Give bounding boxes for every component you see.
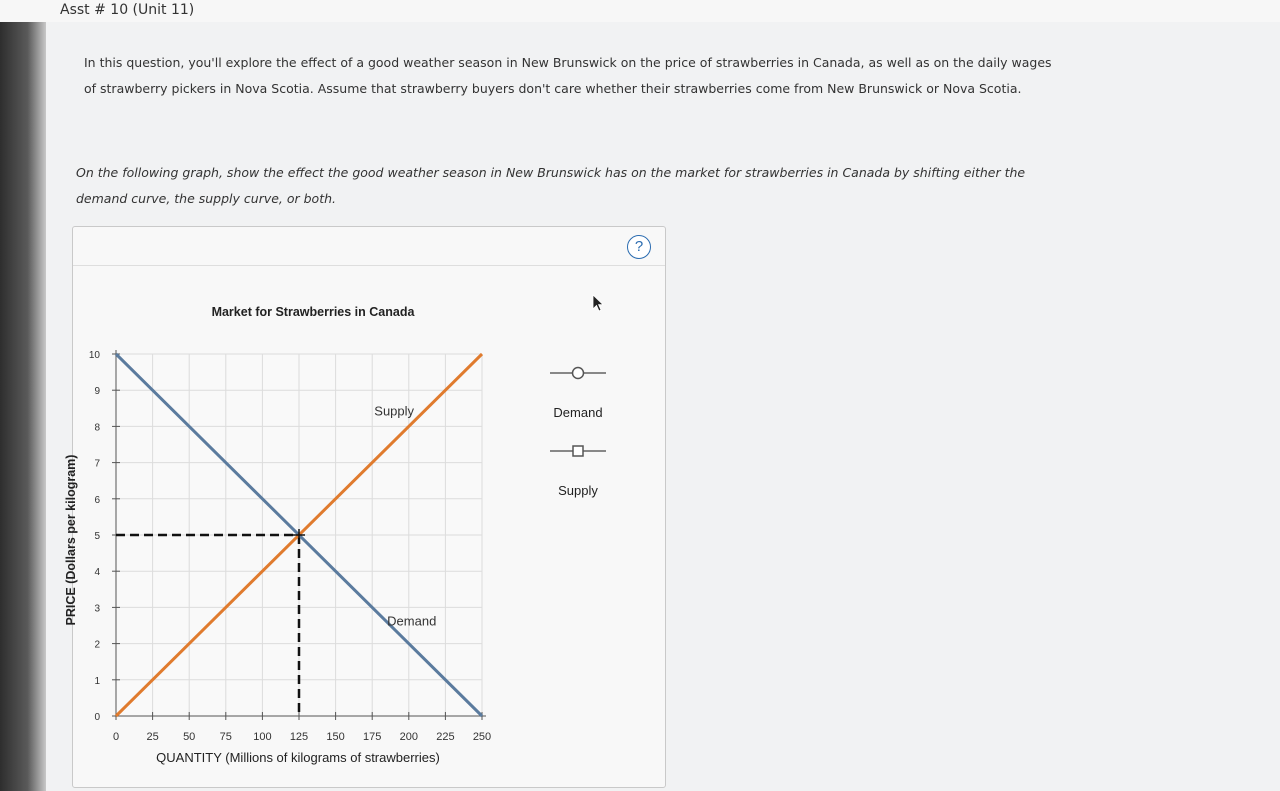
x-tick-label: 25 <box>146 731 159 743</box>
y-tick-label: 10 <box>88 350 100 361</box>
x-tick-label: 0 <box>112 731 120 743</box>
y-tick-label: 9 <box>94 386 100 398</box>
x-tick-label: 200 <box>399 731 418 743</box>
chart-title: Market for Strawberries in Canada <box>211 305 415 319</box>
y-tick-label: 4 <box>94 567 100 579</box>
x-tick-label: 225 <box>436 731 455 743</box>
y-tick-label: 3 <box>94 603 100 615</box>
window-title: Asst # 10 (Unit 11) <box>60 2 195 18</box>
demand-tool-circle-icon[interactable] <box>573 368 584 379</box>
y-tick-label: 2 <box>94 639 100 651</box>
x-tick-label: 75 <box>219 731 232 743</box>
question-instruction: On the following graph, show the effect the good weather season in New Brunswick has on the market for strawberries in Canada by shifting either the demand curve, the supply curve, or both. <box>76 165 1026 206</box>
x-tick-label: 125 <box>289 731 309 743</box>
chart-legend[interactable] <box>550 368 606 499</box>
mouse-pointer-icon <box>592 294 604 317</box>
help-button[interactable]: ? <box>627 235 651 259</box>
supply-tool-square-icon[interactable] <box>573 446 583 456</box>
supply-curve-label: Supply <box>374 403 415 419</box>
x-tick-label: 250 <box>472 731 492 743</box>
y-tick-label: 8 <box>94 422 100 434</box>
y-tick-label: 5 <box>94 531 100 542</box>
y-axis-title: PRICE (Dollars per kilogram) <box>64 454 78 626</box>
question-intro: In this question, you'll explore the effect of a good weather season in New Brunswick on the price of strawberries in Canada, as well as on the daily wages of strawberry pickers in Nova Scotia. Assume that strawberry buyers don't care whether their strawberries come from New Brunswick or Nova Scotia. <box>84 55 1052 96</box>
x-tick-label: 50 <box>183 731 196 743</box>
supply-tool-label[interactable]: Supply <box>558 483 598 498</box>
x-axis-title: QUANTITY (Millions of kilograms of strawberries) <box>156 750 440 765</box>
demand-tool-label[interactable]: Demand <box>553 405 603 420</box>
x-tick-label: 150 <box>326 731 345 743</box>
x-tick-label: 100 <box>253 731 272 743</box>
y-tick-label: 0 <box>94 712 100 723</box>
y-tick-label: 7 <box>94 458 100 470</box>
y-tick-label: 1 <box>94 675 100 687</box>
demand-curve-label: Demand <box>387 613 437 629</box>
x-tick-label: 175 <box>363 731 382 743</box>
y-tick-label: 6 <box>94 494 100 506</box>
